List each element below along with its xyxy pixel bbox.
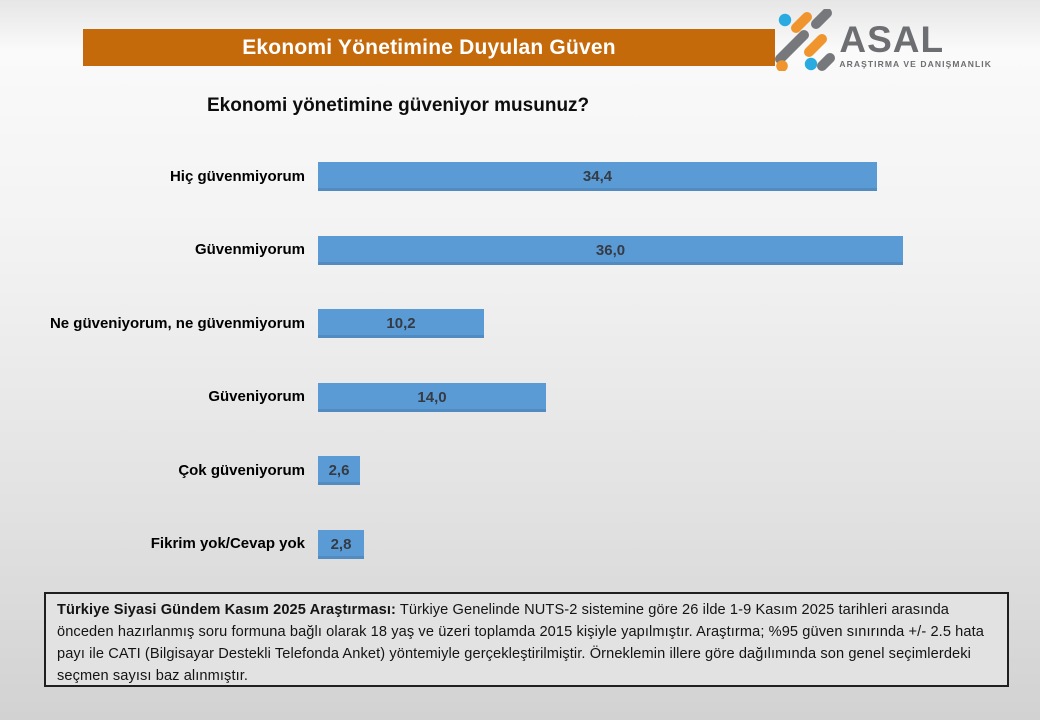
logo-name: ASAL (839, 18, 945, 60)
bar (318, 236, 903, 265)
bar-chart (32, 140, 1008, 581)
category-label: Ne güveniyorum, ne güvenmiyorum (49, 314, 305, 332)
bar (318, 383, 546, 412)
bar-row (32, 287, 1008, 361)
bar-track (318, 456, 1008, 485)
category-label: Çok güveniyorum (178, 461, 305, 479)
methodology-note (44, 592, 1009, 687)
bar-value-label: 36,0 (595, 241, 626, 259)
category-label: Hiç güvenmiyorum (169, 167, 305, 185)
bar-value-label: 2,8 (330, 535, 352, 553)
bar (318, 309, 484, 338)
bar-row (32, 140, 1008, 214)
bar-value-label: 14,0 (417, 388, 447, 406)
bar-row (32, 434, 1008, 508)
asal-dots-logo-icon (773, 9, 835, 71)
chart-title: Ekonomi yönetimine güveniyor musunuz? (207, 95, 590, 116)
banner (83, 29, 775, 66)
asal-logo (773, 9, 992, 71)
banner-title: Ekonomi Yönetimine Duyulan Güven (242, 35, 616, 59)
bar-row (32, 508, 1008, 582)
methodology-body: Türkiye Genelinde NUTS-2 sistemine göre 26 ilde 1-9 Kasım 2025 tarihleri arasında önceden hazırlanmış soru formuna bağlı olarak 18 yaş ve üzeri toplamda 2015 kişiyle yapılmıştır. Araştırma; %95 güven sınırında +/- 2.5 hata payı ile CATI (Bilgisayar Destekli Telefonda Anket) yöntemiyle gerçekleştirilmiştir. Örneklemin illere göre dağılımında son genel seçimlerdeki seçmen sayısı baz alınmıştır. (57, 602, 984, 684)
bar-track (318, 162, 1008, 191)
bar-row (32, 361, 1008, 435)
category-label: Güvenmiyorum (194, 241, 305, 258)
bar-track (318, 236, 1008, 265)
logo-subtitle: ARAŞTIRMA VE DANIŞMANLIK (839, 59, 992, 69)
bar-track (318, 530, 1008, 559)
bar-value-label: 10,2 (386, 315, 416, 333)
bar (318, 530, 364, 559)
bar-value-label: 34,4 (582, 168, 613, 186)
bar (318, 162, 877, 191)
bar-row (32, 214, 1008, 288)
bar-value-label: 2,6 (328, 462, 350, 480)
bar-track (318, 383, 1008, 412)
category-label: Güveniyorum (208, 388, 305, 405)
bar (318, 456, 360, 485)
category-label: Fikrim yok/Cevap yok (150, 535, 305, 552)
bar-track (318, 309, 1008, 338)
methodology-lead: Türkiye Siyasi Gündem Kasım 2025 Araştırması: (57, 602, 396, 618)
logo-text (839, 18, 992, 71)
